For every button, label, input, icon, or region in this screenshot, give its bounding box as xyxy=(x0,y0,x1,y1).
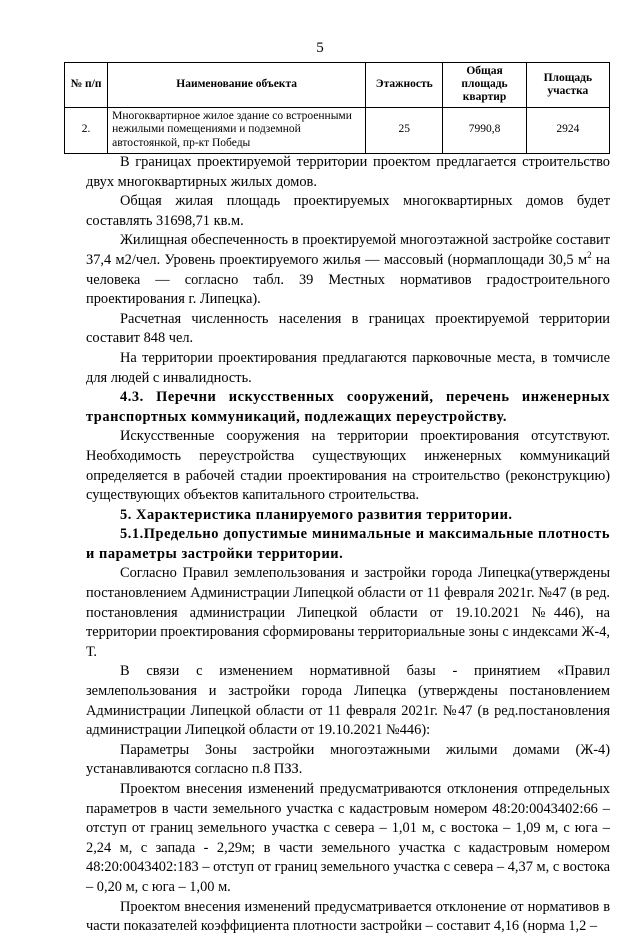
table-row xyxy=(65,107,610,153)
paragraph: В связи с изменением нормативной базы - принятием «Правил землепользования и застройки города Липецка (утверждены постановлением Администрации Липецкой области от 11 февраля 2021г. №47 (в ред.постановления администрации Липецкой области от 19.10.2021 №446): xyxy=(86,663,610,739)
paragraph: Проектом внесения изменений предусматриваются отклонения отпредельных параметров в части земельного участка с кадастровым номером 48:20:0043402:66 – отступ от границ земельного участка с севера – 1,01 м, с востока – 1,09 м, с юга – 2,24 м, с запада - 2,29м; в части земельного участка с кадастровым номером 48:20:0043402:183 – отступ от границ земельного участка с севера – 4,37 м, с востока – 0,20 м, с юга – 1,00 м. xyxy=(86,781,610,895)
header-object-name: Наименование объекта xyxy=(108,63,366,108)
paragraph-text: на человека — согласно табл. 39 Местных нормативов градостроительного проектирования г. Липецка). xyxy=(86,251,610,308)
section-heading-5-1: 5.1.Предельно допустимые минимальные и максимальные плотность и параметры застройки территории. xyxy=(86,526,610,562)
table-header-row xyxy=(65,63,610,108)
objects-table xyxy=(64,62,610,154)
section-heading-4-3: 4.3. Перечни искусственных сооружений, перечень инженерных транспортных коммуникаций, подлежащих переустройству. xyxy=(86,389,610,425)
paragraph: Общая жилая площадь проектируемых многоквартирных домов будет составлять 31698,71 кв.м. xyxy=(86,193,610,229)
header-number: № п/п xyxy=(65,63,108,108)
cell-plot-area: 2924 xyxy=(526,107,609,153)
paragraph: Согласно Правил землепользования и застройки города Липецка(утверждены постановлением Администрации Липецкой области от 11 февраля 2021г. №47 (в ред. постановления администрации Липецкой области от 19.10.2021 №446), на территории проектирования сформированы территориальные зоны с индексами Ж-4, Т. xyxy=(86,565,610,660)
paragraph: Параметры Зоны застройки многоэтажными жилыми домами (Ж-4) устанавливаются согласно п.8 ПЗЗ. xyxy=(86,741,610,778)
superscript: 2 xyxy=(587,250,592,261)
body-text xyxy=(86,153,610,937)
header-apartment-area: Общая площадь квартир xyxy=(443,63,526,108)
paragraph: На территории проектирования предлагаются парковочные места, в томчисле для людей с инвалидность. xyxy=(86,349,610,386)
cell-apartment-area: 7990,8 xyxy=(443,107,526,153)
cell-floors: 25 xyxy=(366,107,443,153)
cell-object-name: Многоквартирное жилое здание со встроенными нежилыми помещениями и подземной автостоянкой, пр-кт Победы xyxy=(108,107,366,153)
paragraph xyxy=(86,231,610,309)
cell-number: 2. xyxy=(65,107,108,153)
paragraph: Проектом внесения изменений предусматривается отклонение от нормативов в части показателей коэффициента плотности застройки – составит 4,16 (норма 1,2 – xyxy=(86,898,610,935)
paragraph-text: Жилищная обеспеченность в проектируемой многоэтажной застройке составит 37,4 м2/чел. Уровень проектируемого жилья — массовый (нормаплощади 30,5 м xyxy=(86,232,610,268)
paragraph: Искусственные сооружения на территории проектирования отсутствуют. Необходимость переустройства существующих инженерных коммуникаций определяется в рабочей стадии проектирования на строительство (реконструкцию) существующих объектов капитального строительства. xyxy=(86,428,610,504)
header-floors: Этажность xyxy=(366,63,443,108)
header-plot-area: Площадь участка xyxy=(526,63,609,108)
paragraph: Расчетная численность населения в границах проектируемой территории составит 848 чел. xyxy=(86,310,610,347)
paragraph: В границах проектируемой территории проектом предлагается строительство двух многоквартирных жилых домов. xyxy=(86,154,610,190)
section-heading-5: 5. Характеристика планируемого развития территории. xyxy=(120,506,513,523)
page-number: 5 xyxy=(316,40,324,56)
